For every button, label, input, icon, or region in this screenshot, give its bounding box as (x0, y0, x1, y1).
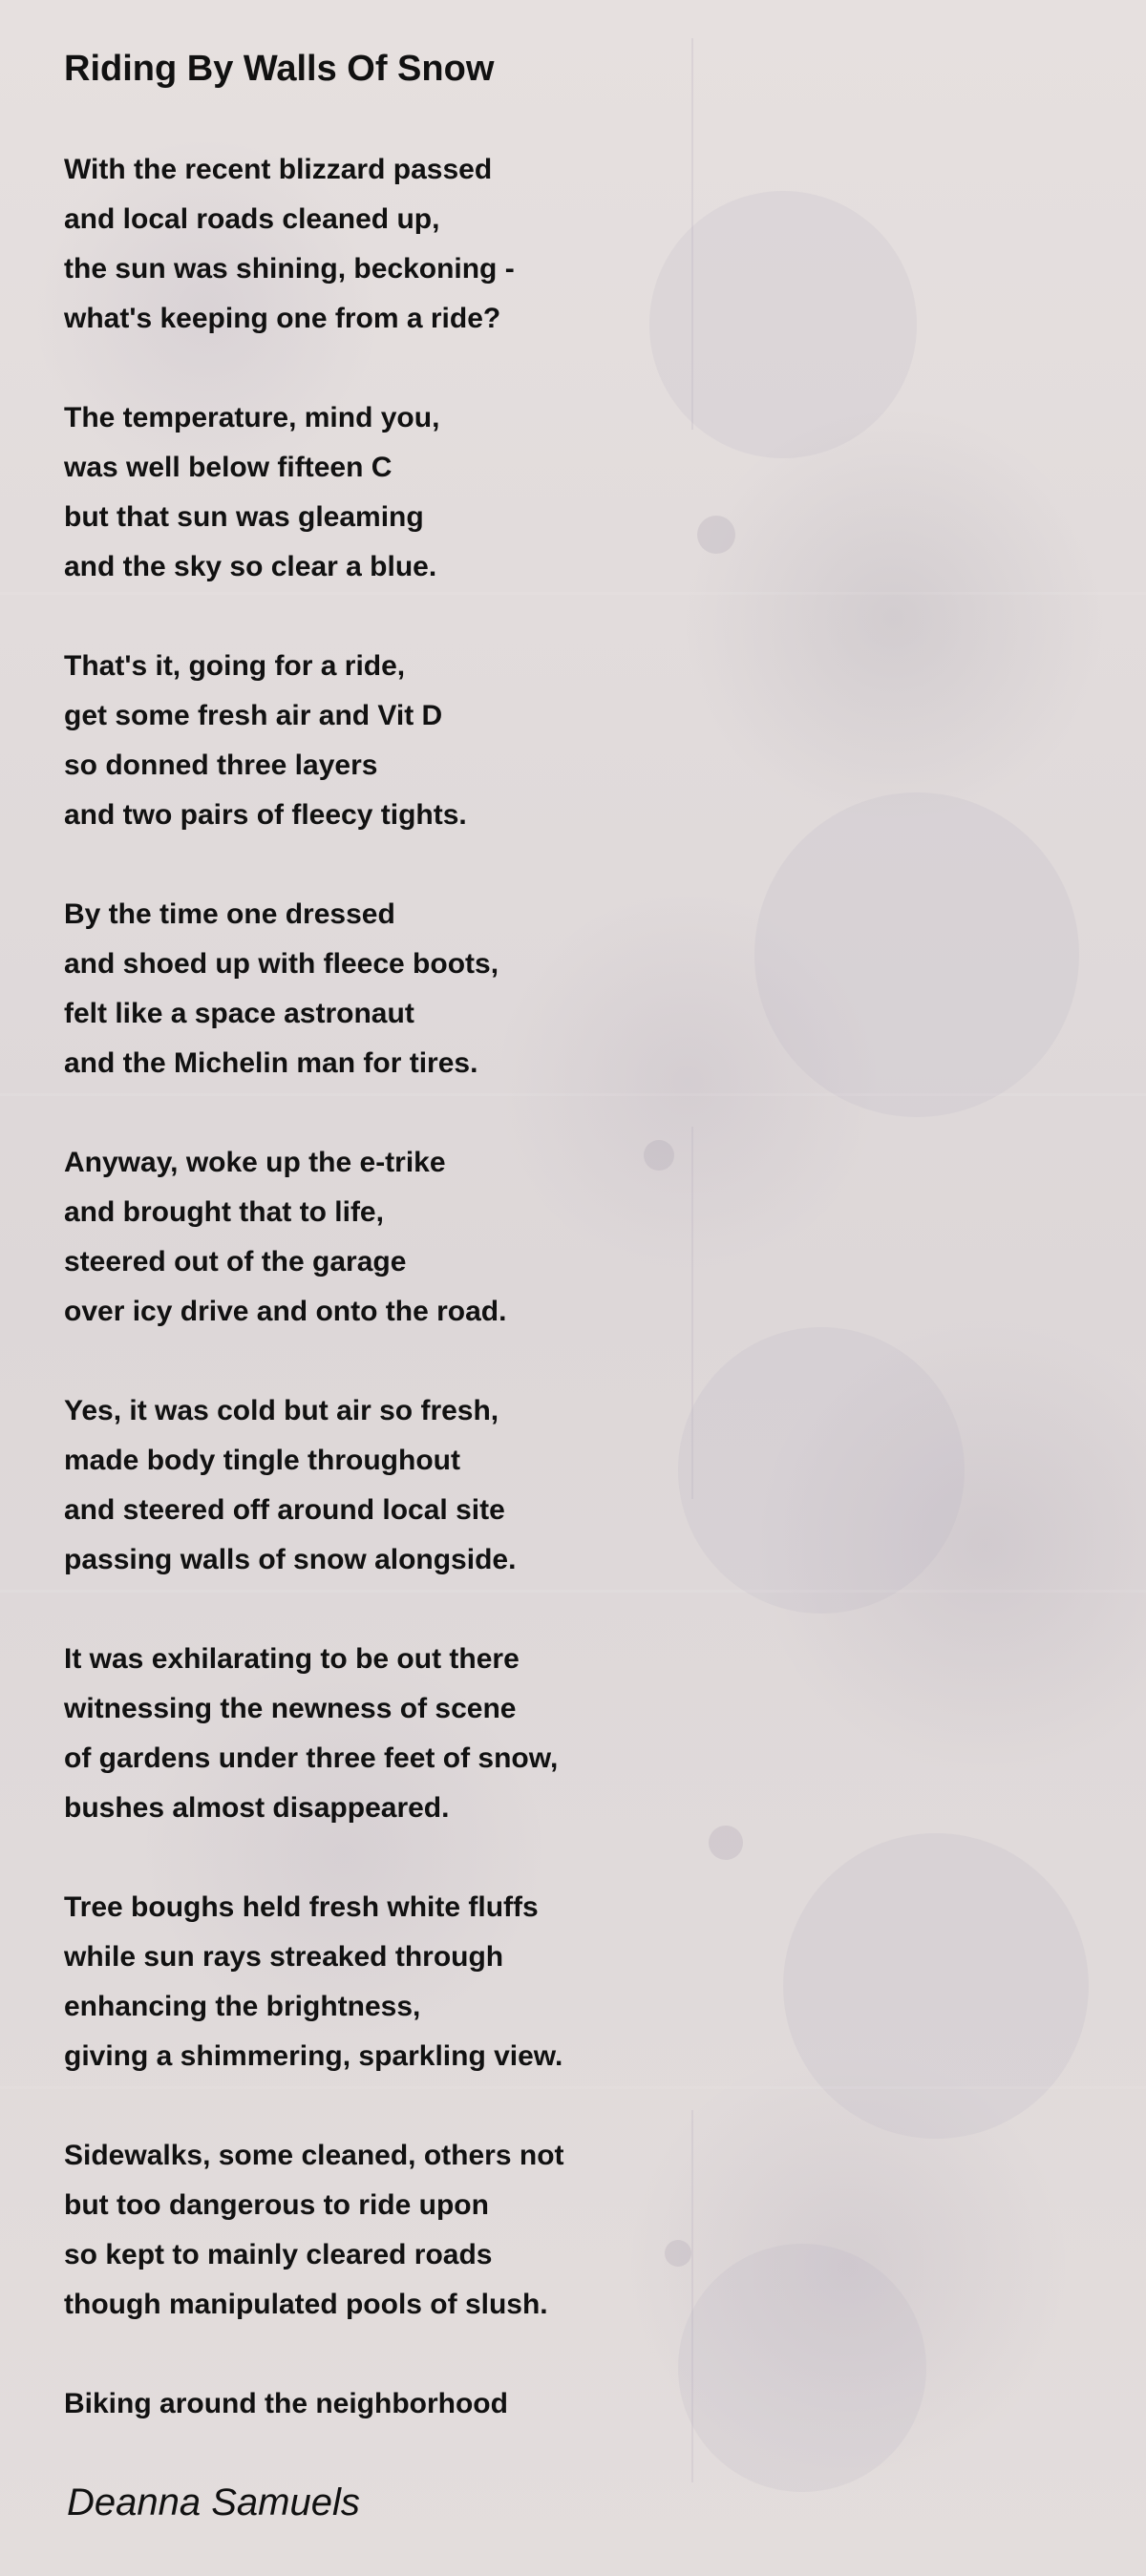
poem-line: With the recent blizzard passed (64, 154, 493, 185)
poem-stanza (64, 1138, 923, 1337)
poem-line: but too dangerous to ride upon (64, 2189, 489, 2221)
poem-line: steered out of the garage (64, 1246, 407, 1277)
poem-stanza (64, 145, 923, 344)
poem-line: That's it, going for a ride, (64, 650, 406, 682)
poem-line: and two pairs of fleecy tights. (64, 799, 467, 831)
poem-line: though manipulated pools of slush. (64, 2289, 548, 2320)
poem-line: By the time one dressed (64, 898, 395, 930)
poem-line: while sun rays streaked through (64, 1941, 504, 1973)
poem-line: Biking around the neighborhood (64, 2388, 508, 2419)
poem-line: and the sky so clear a blue. (64, 551, 437, 582)
poem-line: Anyway, woke up the e-trike (64, 1147, 446, 1178)
poem-line: what's keeping one from a ride? (64, 303, 501, 334)
poem-line: Yes, it was cold but air so fresh, (64, 1395, 499, 1426)
poem-stanza (64, 890, 923, 1088)
poem-line: get some fresh air and Vit D (64, 700, 443, 731)
poem-line: Sidewalks, some cleaned, others not (64, 2140, 564, 2171)
poem-line: enhancing the brightness, (64, 1991, 421, 2022)
poem-stanza (64, 393, 923, 592)
poem-line: giving a shimmering, sparkling view. (64, 2040, 563, 2072)
poem-line: Tree boughs held fresh white fluffs (64, 1891, 539, 1923)
poem-line: and shoed up with fleece boots, (64, 948, 499, 980)
poem-line: over icy drive and onto the road. (64, 1296, 507, 1327)
poem-line: bushes almost disappeared. (64, 1792, 450, 1824)
poem-line: was well below fifteen C (64, 452, 393, 483)
poem-line: passing walls of snow alongside. (64, 1544, 517, 1575)
poem-line: but that sun was gleaming (64, 501, 424, 533)
poem-stanza (64, 1883, 923, 2081)
poem-line: witnessing the newness of scene (64, 1693, 517, 1724)
poem-line: and steered off around local site (64, 1494, 505, 1526)
poem-line: and local roads cleaned up, (64, 203, 440, 235)
poem-line: so donned three layers (64, 750, 378, 781)
poem-stanza (64, 1635, 923, 1833)
poem-author: Deanna Samuels (67, 2481, 360, 2523)
poem-line: of gardens under three feet of snow, (64, 1742, 559, 1774)
poem-stanza (64, 1386, 923, 1585)
poem-stanza (64, 2379, 923, 2429)
poem-line: felt like a space astronaut (64, 998, 414, 1029)
poem-line: the sun was shining, beckoning - (64, 253, 515, 285)
poem-line: and brought that to life, (64, 1196, 384, 1228)
poem-line: The temperature, mind you, (64, 402, 440, 433)
poem-stanza (64, 2131, 923, 2330)
poem-line: It was exhilarating to be out there (64, 1643, 520, 1675)
poem-line: and the Michelin man for tires. (64, 1047, 478, 1079)
poem-body (64, 145, 923, 2479)
poem-line: made body tingle throughout (64, 1445, 460, 1476)
poem-stanza (64, 642, 923, 840)
poem-title: Riding By Walls Of Snow (64, 49, 495, 89)
poem-line: so kept to mainly cleared roads (64, 2239, 493, 2270)
